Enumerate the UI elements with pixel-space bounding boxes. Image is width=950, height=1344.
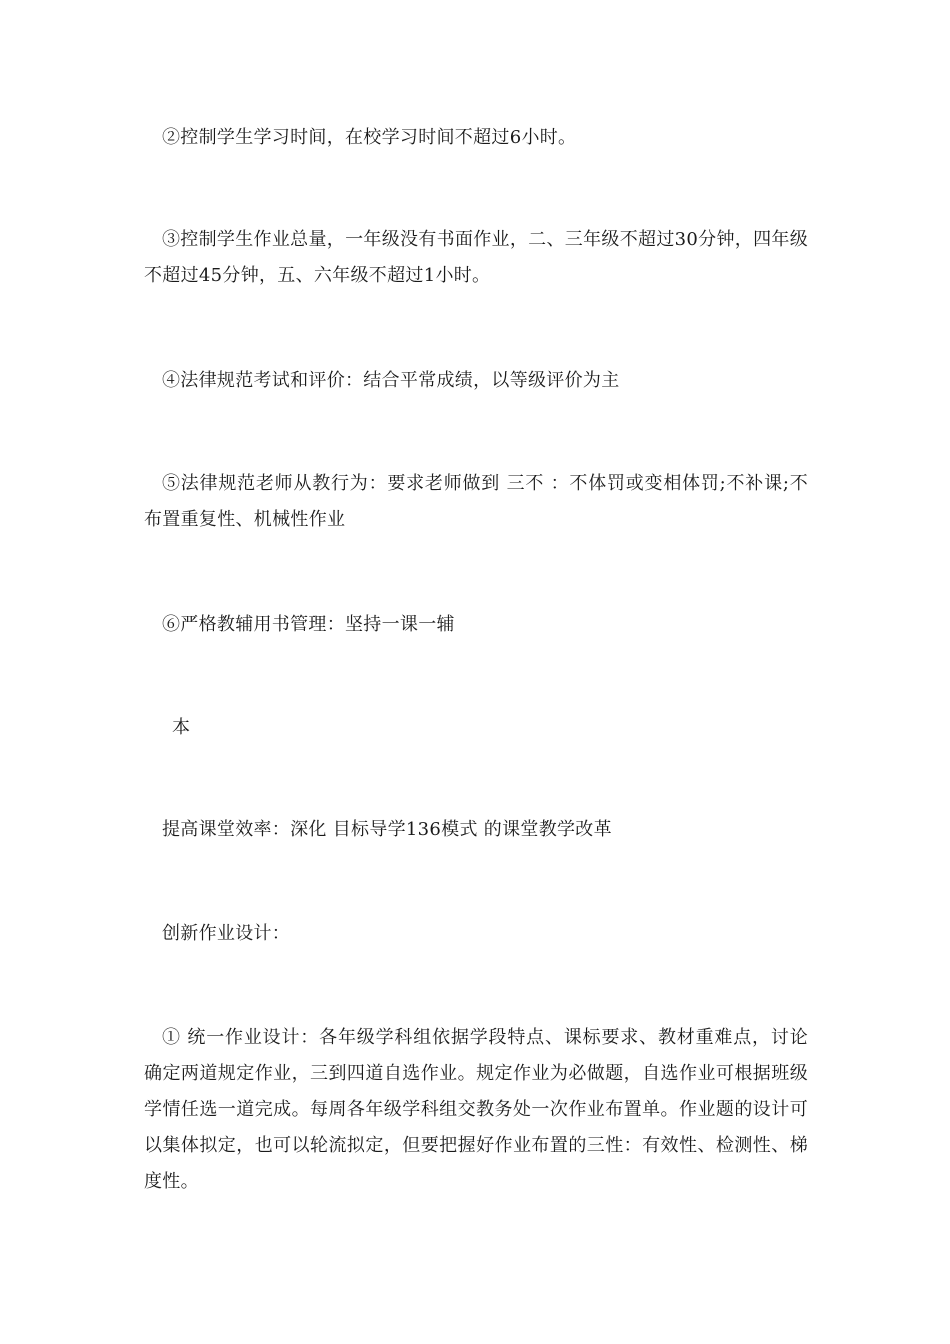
paragraph-fragment: 本 [172, 717, 191, 738]
paragraph-homework-design-heading: 创新作业设计： [162, 923, 291, 944]
paragraph-textbook-management: ⑥严格教辅用书管理：坚持一课一辅 [162, 614, 455, 635]
paragraph-homework-amount: ③控制学生作业总量，一年级没有书面作业，二、三年级不超过30分钟，四年级不超过45分钟，五、六年级不超过1小时。 [144, 229, 808, 286]
paragraph-exam-evaluation: ④法律规范考试和评价：结合平常成绩，以等级评价为主 [162, 370, 620, 391]
paragraph-teacher-conduct: ⑤法律规范老师从教行为：要求老师做到 三不 ：不体罚或变相体罚;不补课;不布置重复性、机械性作业 [144, 473, 808, 530]
paragraph-study-time: ②控制学生学习时间，在校学习时间不超过6小时。 [162, 127, 577, 148]
paragraph-unified-homework-design: ① 统一作业设计：各年级学科组依据学段特点、课标要求、教材重难点，讨论确定两道规定作业，三到四道自选作业。规定作业为必做题，自选作业可根据班级学情任选一道完成。每周各年级学科组交教务处一次作业布置单。作业题的设计可以集体拟定，也可以轮流拟定，但要把握好作业布置的三性：有效性、检测性、梯度性。 [144, 1027, 808, 1192]
paragraph-classroom-efficiency: 提高课堂效率：深化 目标导学136模式 的课堂教学改革 [162, 819, 612, 840]
